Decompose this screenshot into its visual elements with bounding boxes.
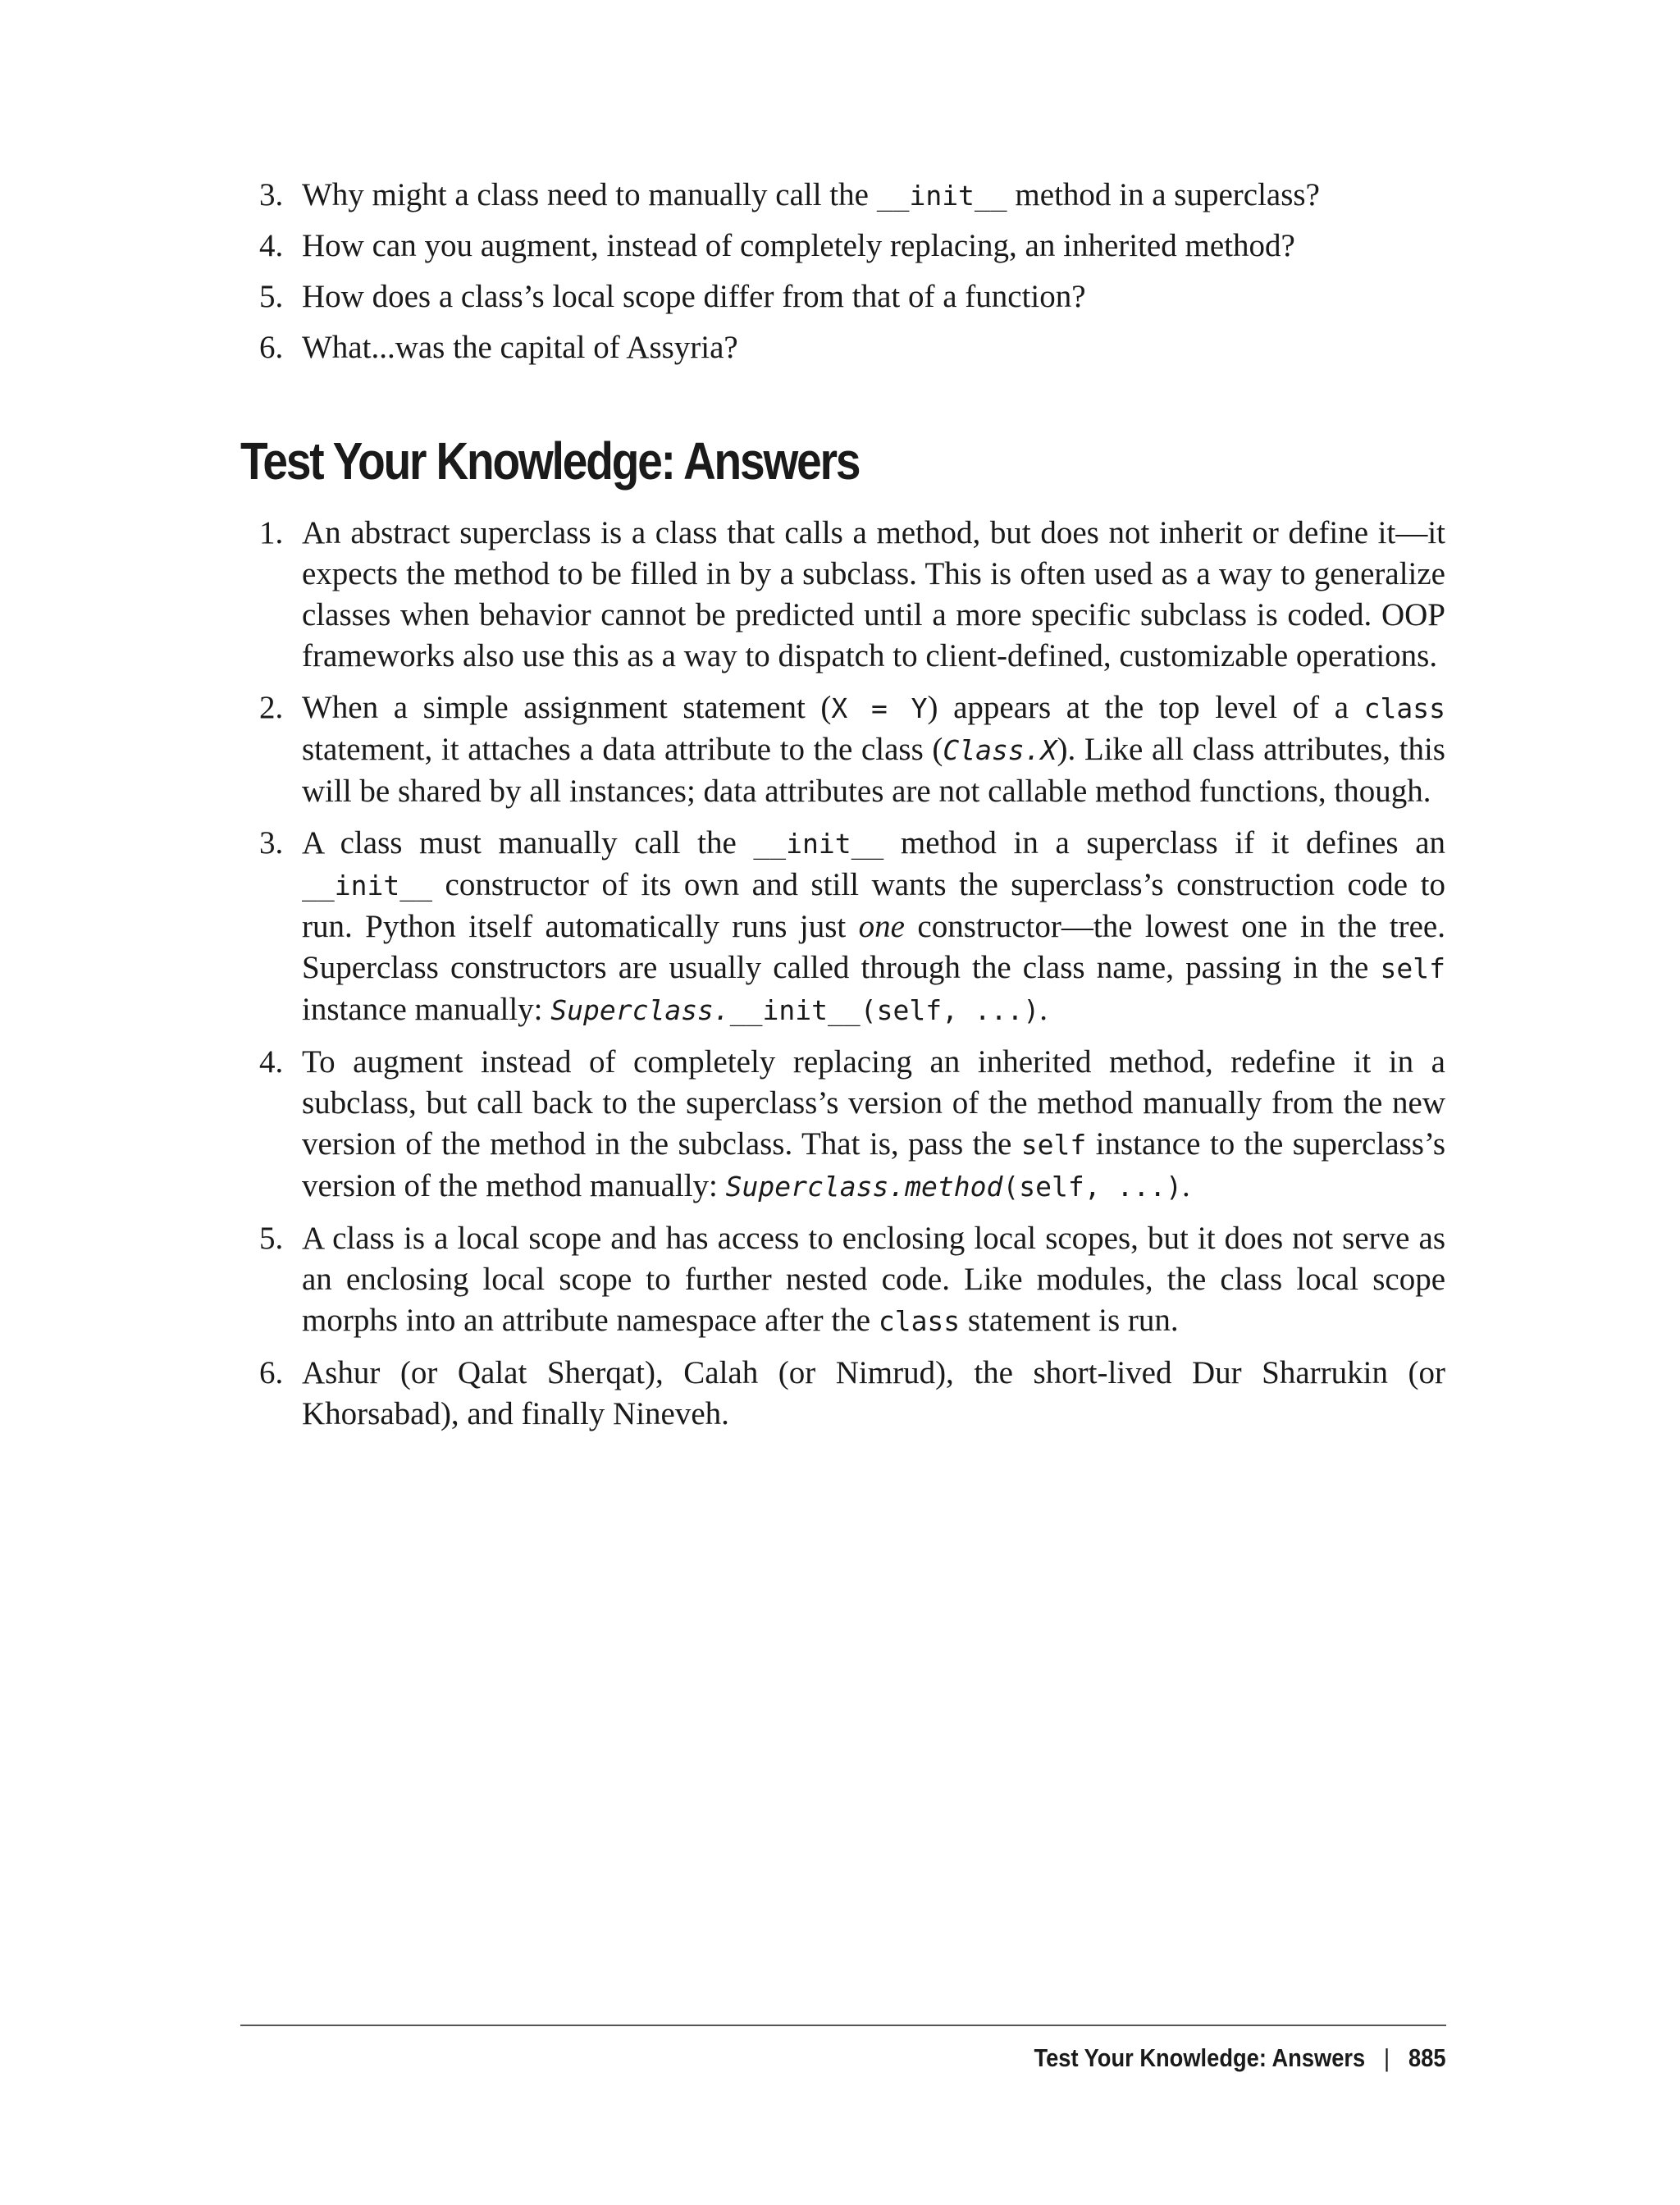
question-text: How can you augment, instead of completely replacing, an inherited method? [302,228,1295,263]
question-list [246,175,1444,378]
inline-code: __init__ [876,180,1007,212]
answer-text: . [1039,992,1048,1027]
answer-item [246,1218,1445,1342]
question-text: method in a superclass? [1007,177,1320,212]
page-footer [1034,2038,1446,2079]
question-item [246,276,1444,317]
inline-code: self [1020,1129,1087,1161]
item-number: 3. [259,177,284,212]
answer-text: When a simple assignment statement ( [302,690,832,725]
answer-list [246,513,1445,1445]
inline-code: __init__(self, ...) [729,994,1040,1026]
answer-text: method in a superclass if it defines an [883,825,1446,861]
question-item [246,226,1444,267]
item-number: 4. [259,228,284,263]
answer-text: A class must manually call the [302,825,754,861]
answer-text: An abstract superclass is a class that calls a method, but does not inherit or define it—it expects the method to be filled in by a subclass. This is often used as a way to generalize classes when behavior cannot be predicted until a more specific subclass is coded. OOP frameworks also use this as a way to dispatch to client-defined, customizable operations. [302,515,1445,673]
item-number: 3. [259,825,284,861]
answer-text: To augment instead of completely replacing an inherited method, redefine it in a subclass, but call back to the superclass’s version of the method manually from the new version of the method in the subclass. That is, pass the [302,1044,1445,1162]
inline-code: X = Y [831,692,928,724]
page-number: 885 [1408,2043,1446,2072]
question-text: What...was the capital of Assyria? [302,330,738,365]
question-item [246,175,1444,216]
running-footer-title: Test Your Knowledge: Answers [1034,2043,1366,2072]
answer-item [246,513,1445,677]
answer-text: ). Like all class attributes, this will be shared by all instances; data attributes are not callable method functions, though. [302,732,1445,809]
inline-code: class [1363,692,1446,724]
question-text: Why might a class need to manually call the [302,177,877,212]
footer-separator: | [1384,2043,1390,2072]
item-number: 6. [259,330,284,365]
footer-rule [240,2025,1446,2026]
answer-text: Ashur (or Qalat Sherqat), Calah (or Nimrud), the short-lived Dur Sharrukin (or Khorsabad), and finally Nineveh. [302,1355,1445,1431]
inline-code: class [878,1305,961,1337]
inline-code-italic: Superclass.method [725,1171,1003,1203]
answer-text: . [1181,1168,1190,1203]
item-number: 2. [259,690,284,725]
item-number: 4. [259,1044,284,1080]
answer-item [246,1042,1445,1208]
answer-text: constructor of its own and still wants the superclass’s construction code to run. Python itself automatically runs just [302,867,1445,944]
section-heading: Test Your Knowledge: Answers [240,431,860,491]
inline-code: __init__ [302,870,432,902]
answer-item [246,1353,1445,1435]
item-number: 6. [259,1355,284,1390]
item-number: 5. [259,1221,284,1256]
answer-text: statement is run. [960,1303,1179,1338]
answer-text: A class is a local scope and has access to enclosing local scopes, but it does not serve as an enclosing local scope to further nested code. Like modules, the class local scope morphs into an attribute namespace after the [302,1221,1445,1338]
item-number: 1. [259,515,284,550]
question-text: How does a class’s local scope differ from that of a function? [302,279,1086,314]
inline-code: self [1380,952,1445,984]
answer-text: constructor—the lowest one in the tree. Superclass constructors are usually called through the class name, passing in the [302,909,1445,985]
answer-text: statement, it attaches a data attribute to the class ( [302,732,943,767]
answer-item [246,687,1445,812]
answer-text: instance manually: [302,992,551,1027]
answer-item [246,823,1445,1031]
inline-code: Class.X [943,734,1057,766]
inline-code: (self, ...) [1002,1171,1182,1203]
answer-text: ) appears at the top level of a [927,690,1364,725]
question-item [246,327,1444,368]
item-number: 5. [259,279,284,314]
emphasis-text: one [858,909,905,944]
inline-code-italic: Superclass. [550,994,730,1026]
answer-text: instance to the superclass’s version of the method manually: [302,1126,1446,1203]
inline-code: __init__ [753,828,884,860]
